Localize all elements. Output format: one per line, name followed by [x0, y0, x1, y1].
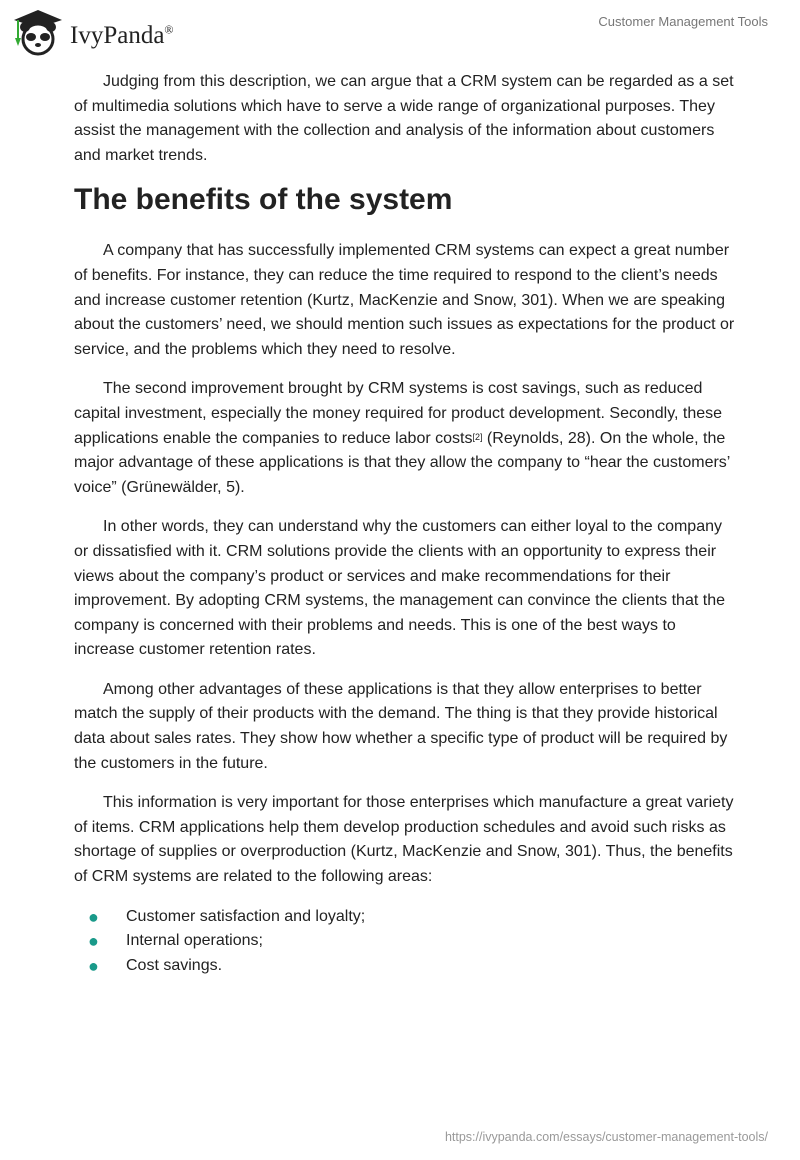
paragraph: Among other advantages of these applications is that they allow enterprises to better match the supply of their products with the demand. The thing is that they provide historical data about sales rates. They show how whether a specific type of product will be required by the customers in the future.: [74, 680, 728, 772]
page-header: [0, 0, 800, 60]
paragraph: [74, 377, 736, 500]
ivypanda-logo[interactable]: [12, 8, 174, 56]
paragraph: A company that has successfully implemented CRM systems can expect a great number of benefits. For instance, they can reduce the time required to respond to the client’s needs and increase customer retention (Kurtz, MacKenzie and Snow, 301). When we are speaking about the customers’ need, we should mention such issues as expectations for the product or service, and the problems which they need to resolve.: [74, 242, 735, 358]
benefits-list: [74, 905, 736, 979]
document-title: Customer Management Tools: [598, 14, 768, 29]
panda-logo-icon: [12, 8, 64, 56]
section-heading: The benefits of the system: [74, 183, 453, 217]
bullet-icon: ●: [88, 931, 99, 952]
paragraph-text: (Reynolds, 28). On the whole, the major advantage of these applications is that they allow the company to “hear the customers’ voice” (Grünewälder, 5).: [74, 429, 730, 496]
bullet-icon: ●: [88, 955, 99, 976]
footer-url[interactable]: https://ivypanda.com/essays/customer-management-tools/: [444, 1130, 768, 1144]
intro-paragraph: Judging from this description, we can argue that a CRM system can be regarded as a set of multimedia solutions which have to serve a wide range of organizational purposes. They assist the management with the collection and analysis of the information about customers and market trends.: [74, 73, 734, 164]
list-item: ● Cost savings.: [74, 954, 736, 979]
paragraph-text: The second improvement brought by CRM systems is cost savings, such as reduced capital investment, especially the money required for product development. Secondly, these applications enable the companies to reduce labor costs: [74, 380, 723, 447]
list-item: ● Internal operations;: [74, 929, 736, 954]
logo-text: IvyPanda®: [70, 22, 174, 49]
paragraph: In other words, they can understand why the customers can either loyal to the company or dissatisfied with it. CRM solutions provide the clients with an opportunity to express their views about the company’s product or services and make recommendations for their improvement. By adopting CRM systems, the management can convince the clients that the company is concerned with their problems and needs. This is one of the best ways to increase customer retention rates.: [74, 518, 725, 659]
article-body: [74, 70, 736, 978]
bullet-icon: ●: [88, 906, 99, 927]
list-item: ● Customer satisfaction and loyalty;: [74, 905, 736, 930]
paragraph: This information is very important for those enterprises which manufacture a great variety of items. CRM applications help them develop production schedules and avoid such risks as shortage of supplies or overproduction (Kurtz, MacKenzie and Snow, 301). Thus, the benefits of CRM systems are related to the following areas:: [74, 794, 734, 886]
footnote-link[interactable]: [2]: [472, 431, 483, 442]
